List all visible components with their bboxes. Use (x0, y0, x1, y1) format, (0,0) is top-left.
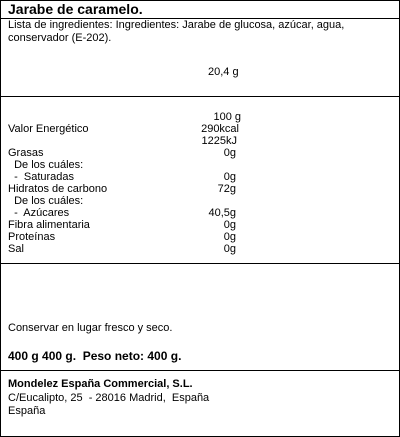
nutrient-value-fat: 0g (223, 147, 236, 159)
divider (1, 96, 399, 97)
nutrient-value-sugars: 40,5g (208, 207, 236, 219)
net-weight: 400 g 400 g. Peso neto: 400 g. (8, 349, 182, 363)
nutrient-sublabel: De los cuáles: (8, 159, 84, 171)
nutrient-label-fat: Grasas (8, 147, 44, 159)
nutrient-label-energy: Valor Energético (8, 123, 89, 135)
per-100-header: 100 g (213, 111, 241, 123)
nutrient-label-fiber: Fibra alimentaria (8, 219, 90, 231)
storage-text: Conservar en lugar fresco y seco. (8, 322, 173, 334)
nutrient-value-salt: 0g (223, 243, 236, 255)
serving-size: 20,4 g (208, 66, 239, 78)
nutrient-value-energy-kcal: 290kcal (201, 123, 239, 135)
company-country: España (8, 405, 46, 417)
nutrient-label-sugars: - Azúcares (8, 207, 70, 219)
company-name: Mondelez España Commercial, S.L. (8, 378, 193, 390)
nutrient-value-saturated: 0g (223, 171, 236, 183)
nutrient-sublabel: De los cuáles: (8, 195, 84, 207)
product-title: Jarabe de caramelo. (8, 1, 143, 17)
divider (1, 263, 399, 264)
nutrient-label-saturated: - Saturadas (8, 171, 75, 183)
nutrient-label-protein: Proteínas (8, 231, 56, 243)
divider (1, 370, 399, 371)
nutrient-value-fiber: 0g (223, 219, 236, 231)
nutrient-label-salt: Sal (8, 243, 24, 255)
nutrient-value-energy-kj: 1225kJ (201, 135, 237, 147)
ingredients-text: Lista de ingredientes: Ingredientes: Jarabe de glucosa, azúcar, agua, conservador (E-202). (8, 19, 345, 44)
nutrient-label-carbs: Hidratos de carbono (8, 183, 108, 195)
company-address: C/Eucalipto, 25 - 28016 Madrid, España (8, 392, 210, 404)
nutrient-value-protein: 0g (223, 231, 236, 243)
nutrient-value-carbs: 72g (217, 183, 236, 195)
